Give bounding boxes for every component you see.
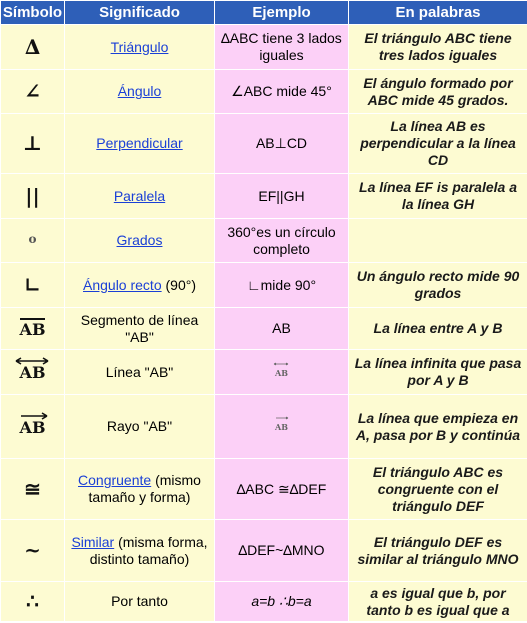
example-cell: AB bbox=[215, 308, 349, 350]
line-example-icon: AB bbox=[275, 365, 288, 382]
triangle-symbol: ∆ bbox=[1, 25, 65, 70]
table-row bbox=[1, 219, 527, 263]
example-cell: AB⊥CD bbox=[215, 114, 349, 174]
example-cell: EF||GH bbox=[215, 174, 349, 219]
words-cell: Un ángulo recto mide 90 grados bbox=[349, 263, 527, 308]
meaning-extra: (90°) bbox=[161, 276, 196, 293]
segment-symbol: AB bbox=[19, 319, 46, 339]
link-similar[interactable]: Similar bbox=[71, 533, 115, 550]
link-congruente[interactable]: Congruente bbox=[78, 472, 152, 488]
header-example: Ejemplo bbox=[215, 1, 349, 25]
words-cell: El triángulo DEF es similar al triángulo MNO bbox=[349, 520, 527, 582]
words-cell: La línea entre A y B bbox=[349, 308, 527, 350]
table-row bbox=[1, 520, 527, 582]
table-row bbox=[1, 308, 527, 350]
table-row bbox=[1, 114, 527, 174]
meaning-cell: Rayo "AB" bbox=[65, 395, 215, 459]
example-cell: ∆ABC ≅∆DEF bbox=[215, 459, 349, 520]
ray-example-icon: AB bbox=[275, 419, 288, 436]
link-triangulo[interactable]: Triángulo bbox=[110, 38, 169, 55]
angle-symbol: ∠ bbox=[1, 70, 65, 114]
link-angulo[interactable]: Ángulo bbox=[117, 83, 162, 99]
words-cell: El ángulo formado por ABC mide 45 grados. bbox=[349, 70, 527, 114]
table-row bbox=[1, 582, 527, 622]
congruent-symbol: ≅ bbox=[1, 459, 65, 520]
header-meaning: Significado bbox=[65, 1, 215, 25]
example-cell: ∟mide 90° bbox=[215, 263, 349, 308]
meaning-cell: Segmento de línea "AB" bbox=[65, 308, 215, 350]
words-cell: La línea infinita que pasa por A y B bbox=[349, 350, 527, 395]
table-row bbox=[1, 459, 527, 520]
link-paralela[interactable]: Paralela bbox=[113, 187, 166, 204]
table-row bbox=[1, 25, 527, 70]
meaning-extra: (misma forma, distinto tamaño) bbox=[89, 533, 208, 567]
link-grados[interactable]: Grados bbox=[116, 232, 163, 248]
table-row bbox=[1, 263, 527, 308]
meaning-cell: Línea "AB" bbox=[65, 350, 215, 395]
ray-symbol: AB bbox=[20, 419, 46, 436]
words-cell: La línea AB es perpendicular a la línea CD bbox=[349, 114, 527, 174]
link-perpendicular[interactable]: Perpendicular bbox=[96, 135, 183, 151]
perpendicular-symbol: ⊥ bbox=[1, 114, 65, 174]
example-cell: ∆DEF~∆MNO bbox=[215, 520, 349, 582]
line-symbol: AB bbox=[20, 364, 46, 381]
words-cell: El triángulo ABC tiene tres lados iguales bbox=[349, 25, 527, 70]
header-row bbox=[1, 1, 527, 25]
words-cell: a es igual que b, por tanto b es igual que a bbox=[349, 582, 527, 622]
words-cell: La línea que empieza en A, pasa por B y continúa bbox=[349, 395, 527, 459]
parallel-symbol: || bbox=[1, 174, 65, 219]
example-cell: ∠ABC mide 45° bbox=[215, 70, 349, 114]
meaning-cell: Por tanto bbox=[65, 582, 215, 622]
example-cell: 360°es un círculo completo bbox=[215, 219, 349, 263]
similar-symbol: ~ bbox=[1, 520, 65, 582]
table-row bbox=[1, 350, 527, 395]
words-cell bbox=[349, 219, 527, 263]
table-row bbox=[1, 70, 527, 114]
table-row bbox=[1, 395, 527, 459]
words-cell: La línea EF is paralela a la línea GH bbox=[349, 174, 527, 219]
example-cell: ∆ABC tiene 3 lados iguales bbox=[215, 25, 349, 70]
right-angle-symbol: ∟ bbox=[1, 263, 65, 308]
therefore-symbol: ∴ bbox=[1, 582, 65, 622]
header-words: En palabras bbox=[349, 1, 527, 25]
degree-symbol: o bbox=[28, 231, 37, 246]
link-angulo-recto[interactable]: Ángulo recto bbox=[83, 276, 162, 293]
example-cell: a=b ∴b=a bbox=[215, 582, 349, 622]
meaning-extra: (mismo tamaño y forma) bbox=[88, 472, 201, 505]
words-cell: El triángulo ABC es congruente con el triángulo DEF bbox=[349, 459, 527, 520]
table-row bbox=[1, 174, 527, 219]
header-symbol: Símbolo bbox=[1, 1, 65, 25]
